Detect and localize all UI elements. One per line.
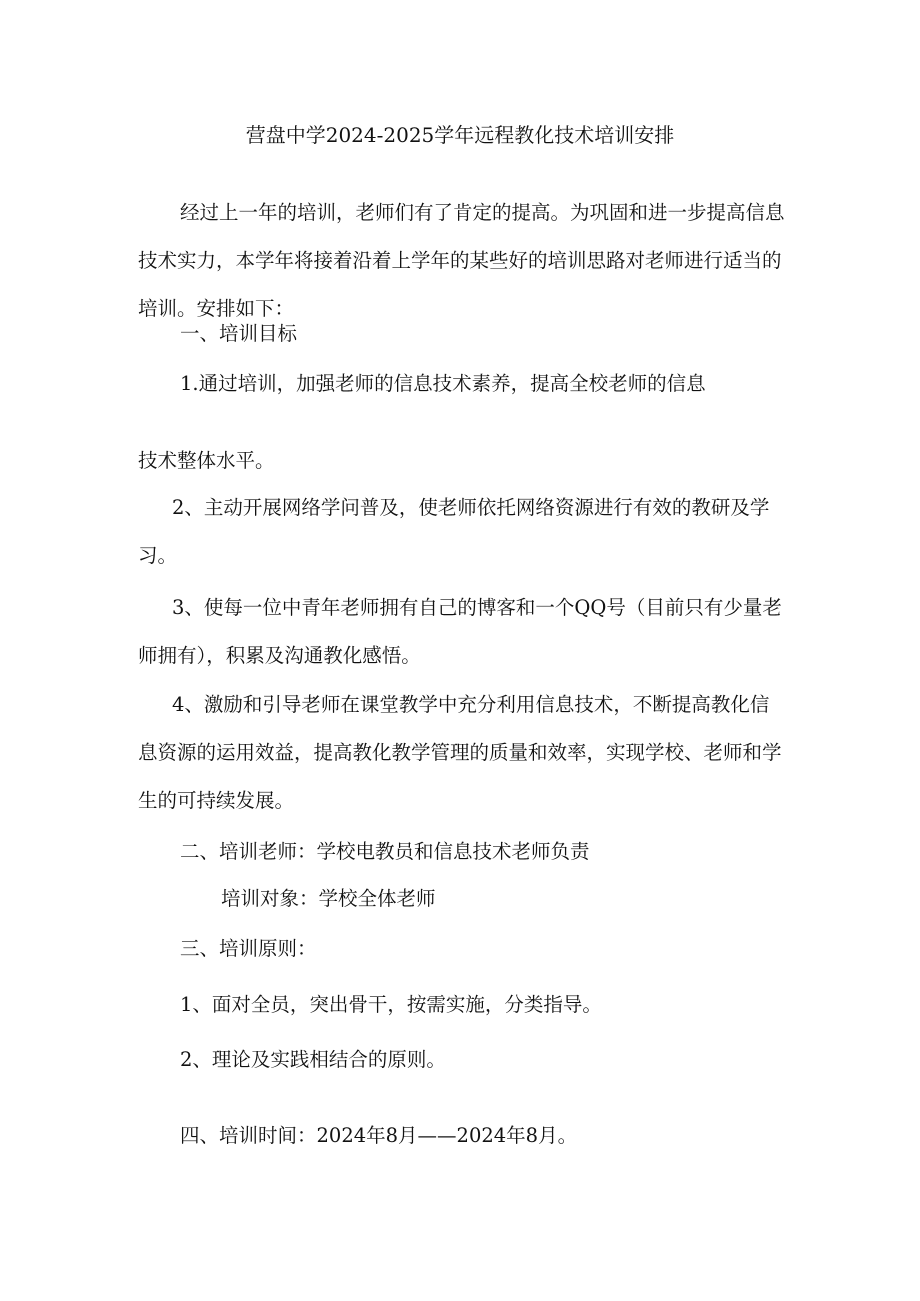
document-title: 营盘中学2024-2025学年远程教化技术培训安排 (245, 123, 675, 147)
goal-2-paragraph: 2、主动开展网络学问普及，使老师依托网络资源进行有效的教研及学习。 (138, 496, 770, 567)
section-heading-trainers: 二、培训老师：学校电教员和信息技术老师负责 (180, 840, 590, 863)
section-heading-time: 四、培训时间：2024年8月——2024年8月。 (180, 1124, 578, 1147)
section-heading-principles: 三、培训原则： (180, 937, 317, 960)
goal-1-line-1: 1.通过培训，加强老师的信息技术素养，提高全校老师的信息 (180, 372, 706, 395)
principle-2-line: 2、理论及实践相结合的原则。 (180, 1048, 446, 1071)
goal-3-paragraph: 3、使每一位中青年老师拥有自己的博客和一个QQ号（目前只有少量老师拥有），积累及沟通教化感悟。 (138, 596, 782, 667)
goal-1-line-2: 技术整体水平。 (138, 449, 275, 472)
goal-4-paragraph: 4、激励和引导老师在课堂教学中充分利用信息技术，不断提高教化信息资源的运用效益，提高教化教学管理的质量和效率，实现学校、老师和学生的可持续发展。 (138, 693, 782, 812)
principle-1-line: 1、面对全员，突出骨干，按需实施，分类指导。 (180, 993, 602, 1016)
training-target-line: 培训对象：学校全体老师 (221, 887, 436, 910)
section-heading-goals: 一、培训目标 (180, 322, 298, 345)
intro-paragraph: 经过上一年的培训，老师们有了肯定的提高。为巩固和进一步提高信息技术实力，本学年将接着沿着上学年的某些好的培训思路对老师进行适当的培训。安排如下： (138, 201, 785, 320)
